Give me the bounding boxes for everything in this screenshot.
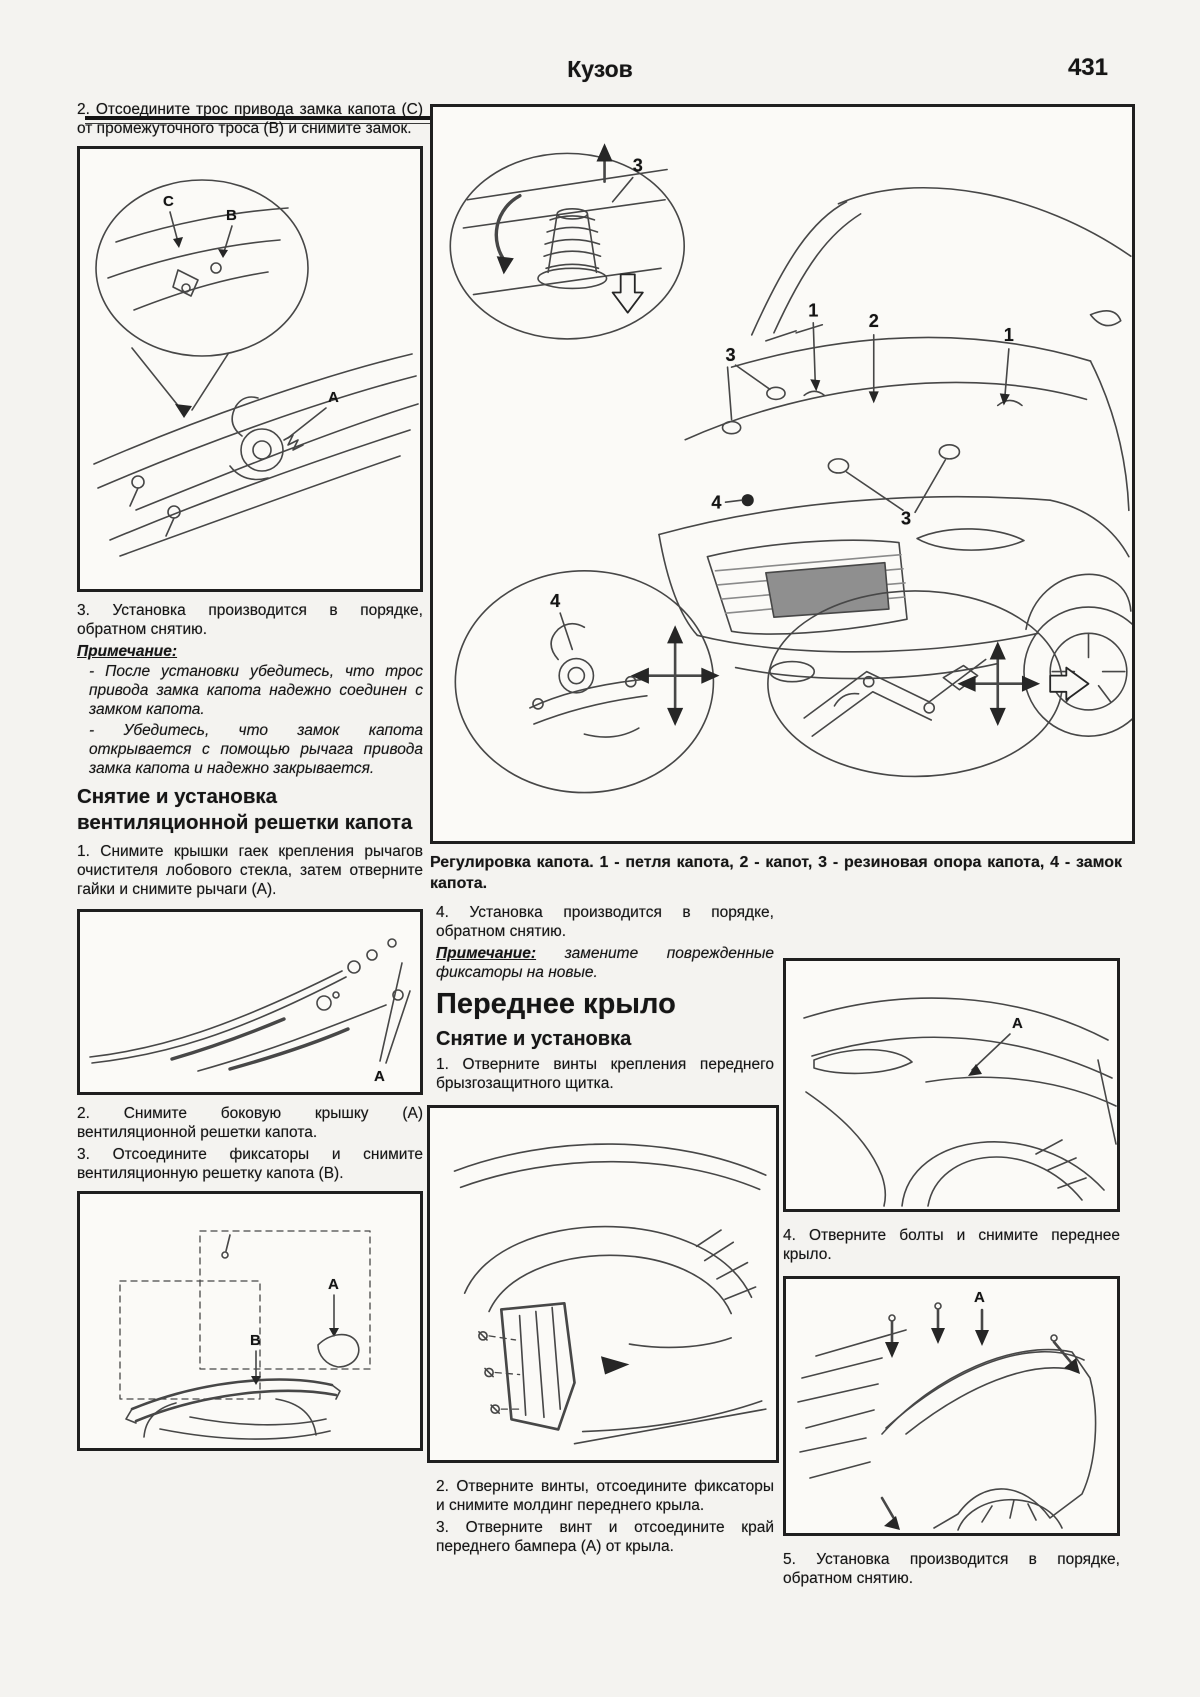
step-paragraph: 4. Отверните болты и снимите переднее крыло. (783, 1227, 1120, 1263)
hood-adjustment-drawing (433, 107, 1132, 841)
fender-bolts-figure (783, 1276, 1120, 1536)
label-1-left: 1 (808, 300, 819, 321)
label-c: C (163, 193, 174, 210)
step-paragraph: 3. Отсоедините фиксаторы и снимите вентиляционную решетку капота (B). (77, 1146, 423, 1182)
step-paragraph: 3. Отверните винт и отсоедините край переднего бампера (A) от крыла. (436, 1519, 774, 1555)
step-paragraph: 1. Снимите крышки гаек крепления рычагов очистителя лобового стекла, затем отверните гайки и снимите рычаги (A). (77, 843, 423, 898)
label-3-inset: 3 (632, 155, 643, 176)
cowl-grille-figure (77, 1191, 423, 1451)
label-a: A (974, 1289, 985, 1306)
note-item: - Убедитесь, что замок капота открывается с помощью рычага привода замка капота и надежно закрывается. (89, 722, 423, 777)
step-paragraph: 2. Отсоедините трос привода замка капота (C) от промежуточного троса (B) и снимите замок. (77, 101, 423, 137)
middle-column (436, 903, 774, 1564)
label-4-lock: 4 (711, 492, 722, 513)
mudguard-drawing (430, 1108, 776, 1460)
label-b: B (226, 207, 237, 224)
wiper-arms-figure (77, 909, 423, 1095)
section-heading-fender: Переднее крыло (436, 988, 676, 1020)
bumper-edge-figure (783, 958, 1120, 1212)
label-b: B (250, 1332, 261, 1349)
label-a: A (328, 389, 339, 406)
label-a: A (374, 1068, 385, 1085)
label-a: A (328, 1276, 339, 1293)
bumper-edge-drawing (786, 961, 1117, 1209)
note-item: - После установки убедитесь, что трос привода замка капота надежно соединен с замком капота. (89, 663, 423, 718)
step-paragraph: 3. Установка производится в порядке, обратном снятию. (77, 602, 423, 638)
hood-adjustment-figure (430, 104, 1135, 844)
section-heading-cowl: Снятие и установка вентиляционной решетки капота (77, 785, 413, 834)
wiper-arms-drawing (80, 912, 420, 1092)
hood-lock-figure (77, 146, 423, 592)
label-a: A (1012, 1015, 1023, 1032)
step-paragraph: 2. Отверните винты, отсоедините фиксаторы и снимите молдинг переднего крыла. (436, 1478, 774, 1514)
hood-lock-drawing (80, 149, 420, 589)
fender-bolts-drawing (786, 1279, 1117, 1533)
label-3-left: 3 (725, 345, 736, 366)
mudguard-figure (427, 1105, 779, 1463)
page-title: Кузов (567, 56, 633, 82)
step-paragraph: 1. Отверните винты крепления переднего брызгозащитного щитка. (436, 1056, 774, 1092)
subsection-heading: Снятие и установка (436, 1028, 632, 1050)
hood-figure-caption: Регулировка капота. 1 - петля капота, 2 - капот, 3 - резиновая опора капота, 4 - замок капота. (430, 854, 1122, 892)
step-paragraph: 2. Снимите боковую крышку (A) вентиляционной решетки капота. (77, 1105, 423, 1141)
note-text: замените поврежденные фиксаторы на новые. (436, 945, 774, 981)
label-4-inset: 4 (550, 591, 561, 612)
label-2-hood: 2 (868, 310, 879, 331)
note-heading: Примечание: (77, 643, 178, 660)
page-number: 431 (1067, 54, 1108, 81)
cowl-grille-drawing (80, 1194, 420, 1448)
step-paragraph: 5. Установка производится в порядке, обратном снятию. (783, 1551, 1120, 1587)
note-heading: Примечание: (436, 945, 537, 962)
label-1-right: 1 (1003, 324, 1014, 345)
left-column (77, 100, 423, 1451)
step-paragraph: 4. Установка производится в порядке, обратном снятию. (436, 904, 774, 940)
right-column (783, 958, 1120, 1596)
label-3-bottom: 3 (900, 508, 912, 529)
